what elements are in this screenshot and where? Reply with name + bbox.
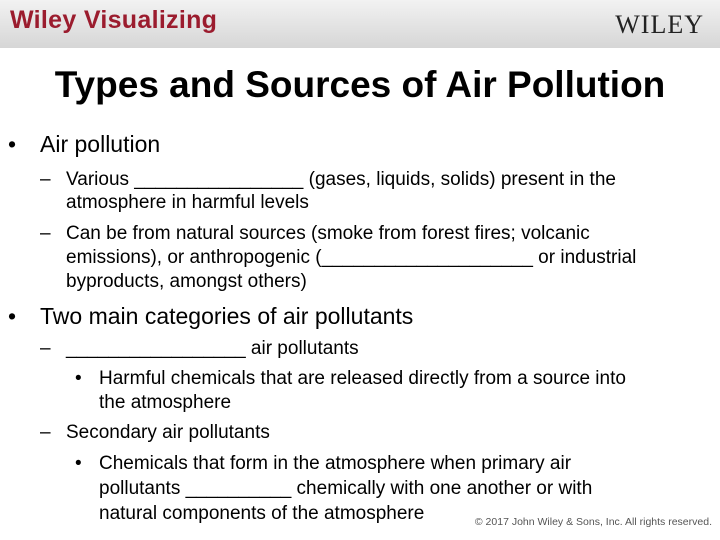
detail-line: the atmosphere <box>99 392 232 413</box>
sub-bullet-line: _________________ air pollutants <box>66 338 359 359</box>
sub-bullet-line: Can be from natural sources (smoke from forest fires; volcanic <box>66 223 590 244</box>
sub-bullet-line: Various ________________ (gases, liquids, solids) present in the <box>66 169 616 190</box>
sub-bullet-line: Secondary air pollutants <box>66 422 270 443</box>
bullet-text: Air pollution <box>40 131 161 157</box>
detail-line: Chemicals that form in the atmosphere when primary air <box>99 453 572 474</box>
detail-line: pollutants __________ chemically with one another or with <box>99 478 593 499</box>
slide-title: Types and Sources of Air Pollution <box>54 64 666 105</box>
dash-icon: – <box>40 338 51 359</box>
bullet-icon: • <box>8 131 17 157</box>
dash-icon: – <box>40 422 51 443</box>
bullet-icon: • <box>8 303 17 329</box>
detail-line: natural components of the atmosphere <box>99 503 425 524</box>
header-bar <box>0 0 720 48</box>
sub-bullet-line: byproducts, amongst others) <box>66 271 307 292</box>
sub-bullet-line: emissions), or anthropogenic (____________________ or industrial <box>66 247 637 268</box>
bullet-icon: • <box>75 368 82 389</box>
wiley-visualizing-logo: Wiley Visualizing <box>10 6 218 34</box>
bullet-icon: • <box>75 453 82 474</box>
bullet-text: Two main categories of air pollutants <box>40 303 414 329</box>
dash-icon: – <box>40 223 51 244</box>
dash-icon: – <box>40 169 51 190</box>
wiley-logo: WILEY <box>615 10 704 39</box>
copyright-notice: © 2017 John Wiley & Sons, Inc. All rights reserved. <box>474 516 712 528</box>
detail-line: Harmful chemicals that are released directly from a source into <box>99 368 626 389</box>
sub-bullet-line: atmosphere in harmful levels <box>66 192 309 213</box>
